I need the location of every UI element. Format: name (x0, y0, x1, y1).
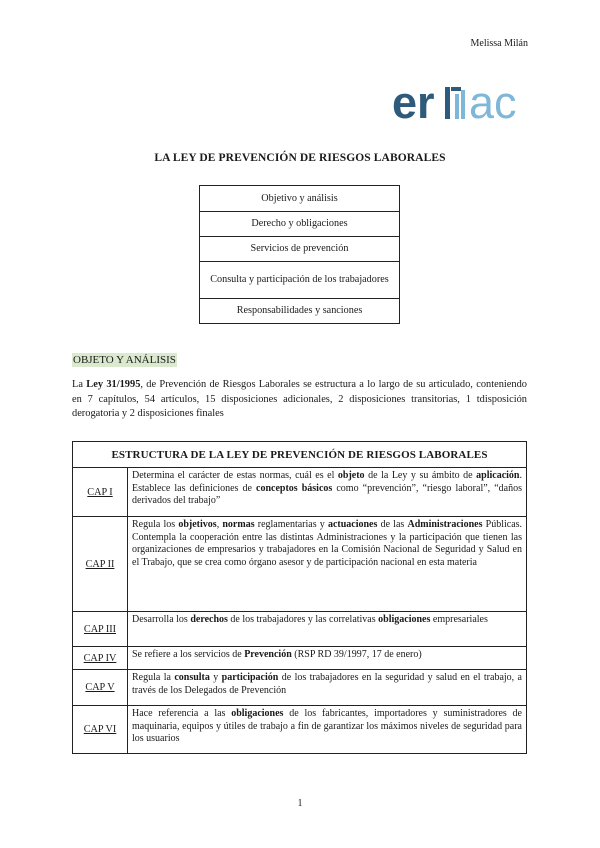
keyword-bold: actuaciones (327, 519, 378, 530)
chapter-description (128, 706, 527, 754)
logo-crossbar (451, 87, 461, 91)
chapter-label: CAP I (73, 468, 128, 517)
author-name: Melissa Milán (470, 38, 528, 49)
topic-item: Consulta y participación de los trabajadores (200, 262, 400, 299)
page-number: 1 (297, 798, 303, 809)
section-heading: OBJETO Y ANÁLISIS (73, 354, 176, 366)
keyword-bold: objeto (337, 470, 365, 481)
description-text: de la Ley y su ámbito de (364, 470, 477, 481)
description-text: reglamentarias y (254, 519, 328, 530)
description-text: de los trabajadores en la seguridad y salud en el trabajo, a través de los Delegados de Prevención (132, 672, 522, 696)
structure-table (72, 441, 527, 754)
intro-post: , de Prevención de Riesgos Laborales se estructura a lo largo de su articulado, conteniendo en 7 capítulos, 54 artículos, 15 disposiciones adicionales, 2 disposiciones transitorias, 1 tdisposición derogatoria y 2 disposiciones finales (72, 379, 527, 419)
logo-l-stroke (445, 87, 450, 119)
topic-item: Servicios de prevención (200, 237, 400, 262)
keyword-bold: participación (221, 672, 279, 683)
description-text: de los fabricantes, importadores y suministradores de maquinaria, equipos y útiles de trabajo a fin de garantizar los máximos niveles de seguridad para los usuarios (132, 708, 522, 745)
logo-text-er: er (392, 80, 435, 124)
chapter-label: CAP VI (73, 706, 128, 754)
keyword-bold: consulta (174, 672, 210, 683)
intro-pre: La (72, 379, 87, 390)
description-text: Desarrolla los (132, 614, 191, 625)
logo-accent-bar-2 (461, 90, 465, 119)
chapter-description (128, 670, 527, 706)
description-text: y (209, 672, 222, 683)
intro-paragraph (72, 378, 527, 422)
topic-item: Responsabilidades y sanciones (200, 299, 400, 324)
description-text: Regula la (132, 672, 175, 683)
topics-box (199, 185, 400, 324)
chapter-label: CAP II (73, 517, 128, 612)
description-text: . Establece las definiciones de (132, 470, 522, 494)
chapter-description (128, 647, 527, 670)
chapter-description (128, 612, 527, 647)
keyword-bold: objetivos (178, 519, 217, 530)
keyword-bold: normas (222, 519, 255, 530)
logo-accent-bar-1 (455, 94, 459, 119)
description-text: Se refiere a los servicios de (132, 649, 245, 660)
description-text: (RSP RD 39/1997, 17 de enero) (291, 649, 422, 660)
document-title: LA LEY DE PREVENCIÓN DE RIESGOS LABORALES (154, 152, 446, 164)
description-text: Públicas. Contempla la cooperación entre las distintas Administraciones y la participación que tienen las organizaciones de empresarios y trabajadores en la Comisión Nacional de Seguridad y Salud en el Trabajo, que se crea como órgano asesor y de participación nacional en esta materia (132, 519, 523, 568)
keyword-bold: conceptos básicos (256, 482, 333, 494)
chapter-label: CAP IV (73, 647, 128, 670)
description-text: de los trabajadores y las correlativas (227, 614, 379, 625)
structure-table-header: ESTRUCTURA DE LA LEY DE PREVENCIÓN DE RIESGOS LABORALES (73, 442, 527, 468)
description-text: Hace referencia a las (132, 708, 232, 719)
chapter-description (128, 517, 527, 612)
chapter-description (128, 468, 527, 517)
description-text: Determina el carácter de estas normas, cuál es el (132, 470, 338, 481)
chapter-label: CAP III (73, 612, 128, 647)
keyword-bold: obligaciones (378, 614, 431, 625)
keyword-bold: aplicación (476, 470, 520, 481)
keyword-bold: Administraciones (407, 519, 483, 530)
keyword-bold: derechos (190, 614, 228, 625)
description-text: de las (377, 519, 408, 530)
topic-item: Derecho y obligaciones (200, 212, 400, 237)
keyword-bold: obligaciones (231, 708, 284, 719)
erlac-logo (392, 80, 518, 124)
law-reference: Ley 31/1995 (86, 379, 141, 390)
keyword-bold: Prevención (244, 649, 292, 660)
description-text: , (216, 519, 223, 530)
description-text: como “prevención”, “riesgo laboral”, “daños derivados del trabajo” (132, 482, 522, 507)
description-text: empresariales (430, 614, 488, 625)
description-text: Regula los (132, 519, 179, 530)
chapter-label: CAP V (73, 670, 128, 706)
logo-text-ac: ac (469, 80, 517, 124)
topic-item: Objetivo y análisis (200, 186, 400, 212)
